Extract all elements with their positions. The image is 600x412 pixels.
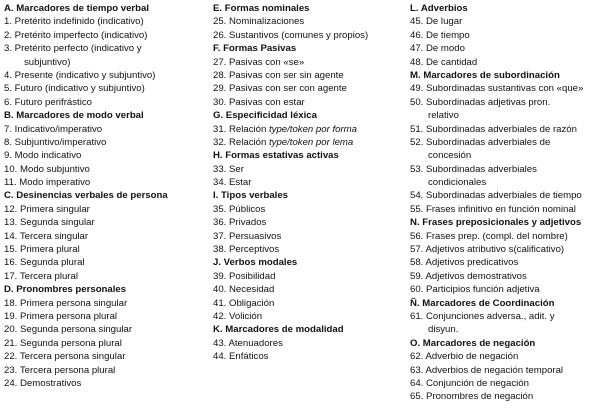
list-item: 42. Volición — [213, 310, 263, 322]
section-heading: Ñ. Marcadores de Coordinación — [410, 297, 555, 309]
section-heading: O. Marcadores de negación — [410, 337, 536, 349]
list-item: 2. Pretérito imperfecto (indicativo) — [4, 29, 148, 41]
list-item: 41. Obligación — [213, 297, 275, 309]
list-item: 40. Necesidad — [213, 284, 275, 296]
list-item: disyun. — [428, 324, 459, 336]
list-item: 30. Pasivas con estar — [213, 96, 305, 108]
list-item: 48. De cantidad — [410, 56, 478, 68]
section-heading: G. Especificidad léxica — [213, 110, 317, 122]
section-heading: K. Marcadores de modalidad — [213, 324, 344, 336]
item-label-italic: type/token por forma — [269, 123, 357, 135]
column-3 — [410, 2, 598, 404]
section-heading: L. Adverbios — [410, 3, 468, 14]
list-item: 22. Tercera persona singular — [4, 351, 126, 363]
list-item: 44. Enfáticos — [213, 351, 269, 363]
list-item: 43. Atenuadores — [213, 337, 283, 349]
section-heading: N. Frases preposicionales y adjetivos — [410, 217, 582, 229]
list-item: 18. Primera persona singular — [4, 297, 128, 309]
section-heading: A. Marcadores de tiempo verbal — [4, 3, 150, 14]
column-2 — [213, 2, 403, 364]
list-item: 20. Segunda persona singular — [4, 324, 133, 336]
list-item: 61. Conjunciones adversa., adit. y — [410, 310, 555, 322]
list-item: 34. Estar — [213, 177, 252, 189]
list-item: 12. Primera singular — [4, 203, 90, 215]
list-item: 54. Subordinadas adverbiales de tiempo — [410, 190, 582, 202]
list-item: 62. Adverbio de negación — [410, 351, 519, 363]
list-item: 52. Subordinadas adverbiales de — [410, 136, 551, 148]
list-item: 38. Perceptivos — [213, 244, 280, 256]
list-item: 45. De lugar — [410, 16, 463, 28]
list-item: 33. Ser — [213, 163, 244, 175]
list-item: 65. Pronombres de negación — [410, 391, 534, 403]
section-heading: I. Tipos verbales — [213, 190, 289, 202]
list-item — [213, 136, 403, 149]
list-item: 59. Adjetivos demostrativos — [410, 270, 527, 282]
list-item: 27. Pasivas con «se» — [213, 56, 305, 68]
list-item: 7. Indicativo/imperativo — [4, 123, 103, 135]
list-item: 55. Frases infinitivo en función nominal — [410, 203, 576, 215]
list-item: 19. Primera persona plural — [4, 310, 118, 322]
list-item: 1. Pretérito indefinido (indicativo) — [4, 16, 144, 28]
list-item: 57. Adjetivos atributivo s(calificativo) — [410, 244, 565, 256]
list-item: 58. Adjetivos predicativos — [410, 257, 519, 269]
section-heading: B. Marcadores de modo verbal — [4, 110, 144, 122]
list-item: 53. Subordinadas adverbiales — [410, 163, 537, 175]
list-item: subjuntivo) — [24, 56, 71, 68]
section-heading: M. Marcadores de subordinación — [410, 69, 560, 81]
list-item: 6. Futuro perifrástico — [4, 96, 92, 108]
list-item: 39. Posibilidad — [213, 270, 276, 282]
list-item: 24. Demostrativos — [4, 377, 82, 389]
list-item: 29. Pasivas con ser con agente — [213, 83, 347, 95]
column-1 — [4, 2, 204, 390]
list-item: 60. Participios función adjetiva — [410, 284, 540, 296]
section-heading: J. Verbos modales — [213, 257, 298, 269]
list-item: 15. Primera plural — [4, 244, 80, 256]
section-heading: E. Formas nominales — [213, 3, 310, 14]
list-item: 50. Subordinadas adjetivas pron. — [410, 96, 551, 108]
list-item: 13. Segunda singular — [4, 217, 95, 229]
list-item: 47. De modo — [410, 43, 465, 55]
item-label: 32. Relación — [213, 136, 269, 148]
list-item: 49. Subordinadas sustantivas con «que» — [410, 83, 584, 95]
list-item: 28. Pasivas con ser sin agente — [213, 69, 344, 81]
list-item: 35. Públicos — [213, 203, 266, 215]
list-item — [213, 123, 403, 136]
list-item: 3. Pretérito perfecto (indicativo y — [4, 43, 142, 55]
list-item: 21. Segunda persona plural — [4, 337, 122, 349]
list-item: 25. Nominalizaciones — [213, 16, 305, 28]
item-label: 31. Relación — [213, 123, 269, 135]
list-item: 51. Subordinadas adverbiales de razón — [410, 123, 577, 135]
list-item: 64. Conjunción de negación — [410, 377, 529, 389]
list-item: 16. Segunda plural — [4, 257, 85, 269]
list-item: 9. Modo indicativo — [4, 150, 82, 162]
list-item: 5. Futuro (indicativo y subjuntivo) — [4, 83, 145, 95]
list-item: 63. Adverbios de negación temporal — [410, 364, 564, 376]
section-heading: C. Desinencias verbales de persona — [4, 190, 168, 202]
list-item: 4. Presente (indicativo y subjuntivo) — [4, 69, 156, 81]
list-item: 23. Tercera persona plural — [4, 364, 116, 376]
list-item: 17. Tercera plural — [4, 270, 78, 282]
section-heading: H. Formas estativas activas — [213, 150, 339, 162]
list-item: 10. Modo subjuntivo — [4, 163, 90, 175]
section-heading: F. Formas Pasivas — [213, 43, 297, 55]
list-item: 56. Frases prep. (compl. del nombre) — [410, 230, 568, 242]
list-item: 46. De tiempo — [410, 29, 470, 41]
list-item: 11. Modo imperativo — [4, 177, 91, 189]
list-item: concesión — [428, 150, 472, 162]
list-item: condicionales — [428, 177, 487, 189]
list-item: 37. Persuasivos — [213, 230, 282, 242]
section-heading: D. Pronombres personales — [4, 284, 127, 296]
item-label-italic: type/token por lema — [269, 136, 354, 148]
list-item: 14. Tercera singular — [4, 230, 89, 242]
list-item: 8. Subjuntivo/imperativo — [4, 136, 107, 148]
list-item: relativo — [428, 110, 459, 122]
list-item: 26. Sustantivos (comunes y propios) — [213, 29, 369, 41]
list-item: 36. Privados — [213, 217, 267, 229]
